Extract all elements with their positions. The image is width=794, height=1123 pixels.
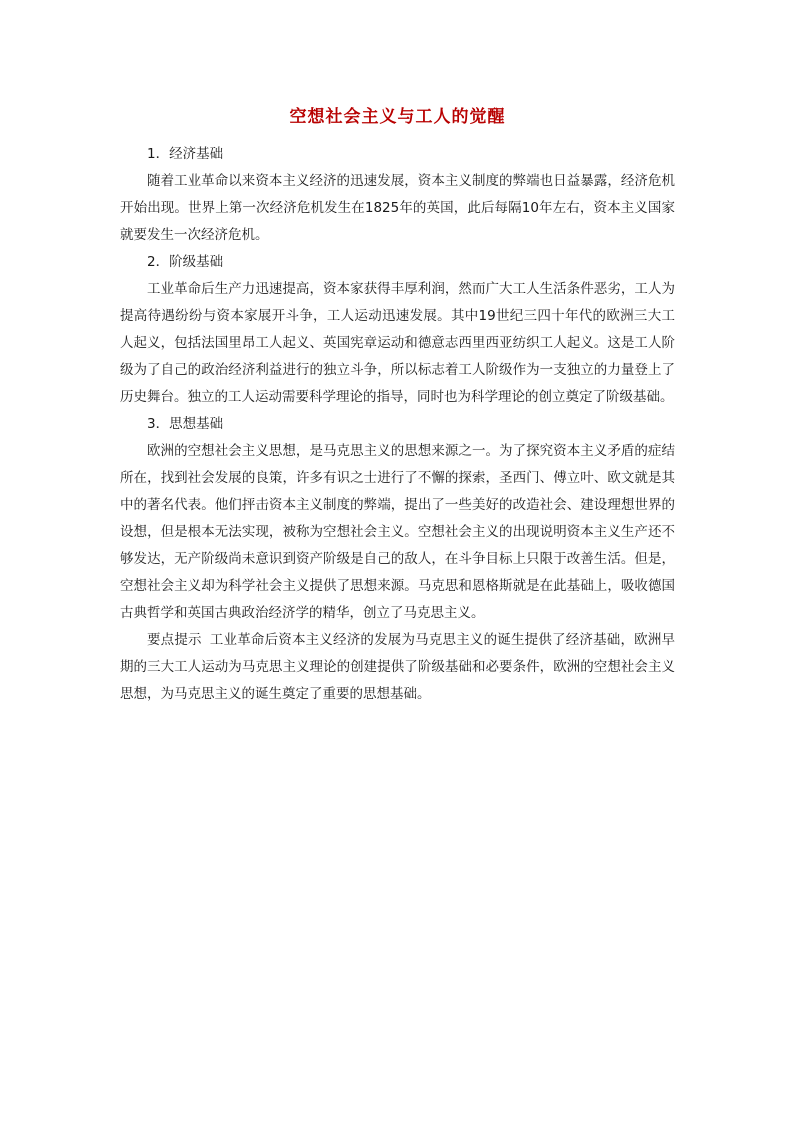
section-body-ideological: 欧洲的空想社会主义思想，是马克思主义的思想来源之一。为了探究资本主义矛盾的症结所在，找到社会发展的良策，许多有识之士进行了不懈的探索，圣西门、傅立叶、欧文就是其中的著名代表。他们抨击资本主义制度的弊端，提出了一些美好的改造社会、建设理想世界的设想，但是根本无法实现，被称为空想社会主义。空想社会主义的出现说明资本主义生产还不够发达，无产阶级尚未意识到资产阶级是自己的敌人，在斗争目标上只限于改善生活。但是，空想社会主义却为科学社会主义提供了思想来源。马克思和恩格斯就是在此基础上，吸收德国古典哲学和英国古典政治经济学的精华，创立了马克思主义。 (120, 443, 675, 621)
key-point-text: 工业革命后资本主义经济的发展为马克思主义的诞生提供了经济基础，欧洲早期的三大工人运动为马克思主义理论的创建提供了阶级基础和必要条件，欧洲的空想社会主义思想，为马克思主义的诞生奠定了重要的思想基础。 (120, 632, 676, 702)
section-heading-class: 2．阶级基础 (147, 254, 224, 270)
document-title: 空想社会主义与工人的觉醒 (289, 107, 506, 127)
section-body-class: 工业革命后生产力迅速提高，资本家获得丰厚利润，然而广大工人生活条件恶劣，工人为提高待遇纷纷与资本家展开斗争，工人运动迅速发展。其中19世纪三四十年代的欧洲三大工人起义，包括法国里昂工人起义、英国宪章运动和德意志西里西亚纺织工人起义。这是工人阶级为了自己的政治经济利益进行的独立斗争，所以标志着工人阶级作为一支独立的力量登上了历史舞台。独立的工人运动需要科学理论的指导，同时也为科学理论的创立奠定了阶级基础。 (120, 281, 675, 405)
section-heading-economic: 1．经济基础 (147, 146, 224, 162)
key-point-paragraph (120, 627, 675, 708)
section-heading-ideological: 3．思想基础 (147, 416, 224, 432)
key-point-label: 要点提示 (147, 632, 202, 648)
document-body (120, 141, 675, 708)
section-body-economic: 随着工业革命以来资本主义经济的迅速发展，资本主义制度的弊端也日益暴露，经济危机开始出现。世界上第一次经济危机发生在1825年的英国，此后每隔10年左右，资本主义国家就要发生一次经济危机。 (120, 173, 675, 243)
